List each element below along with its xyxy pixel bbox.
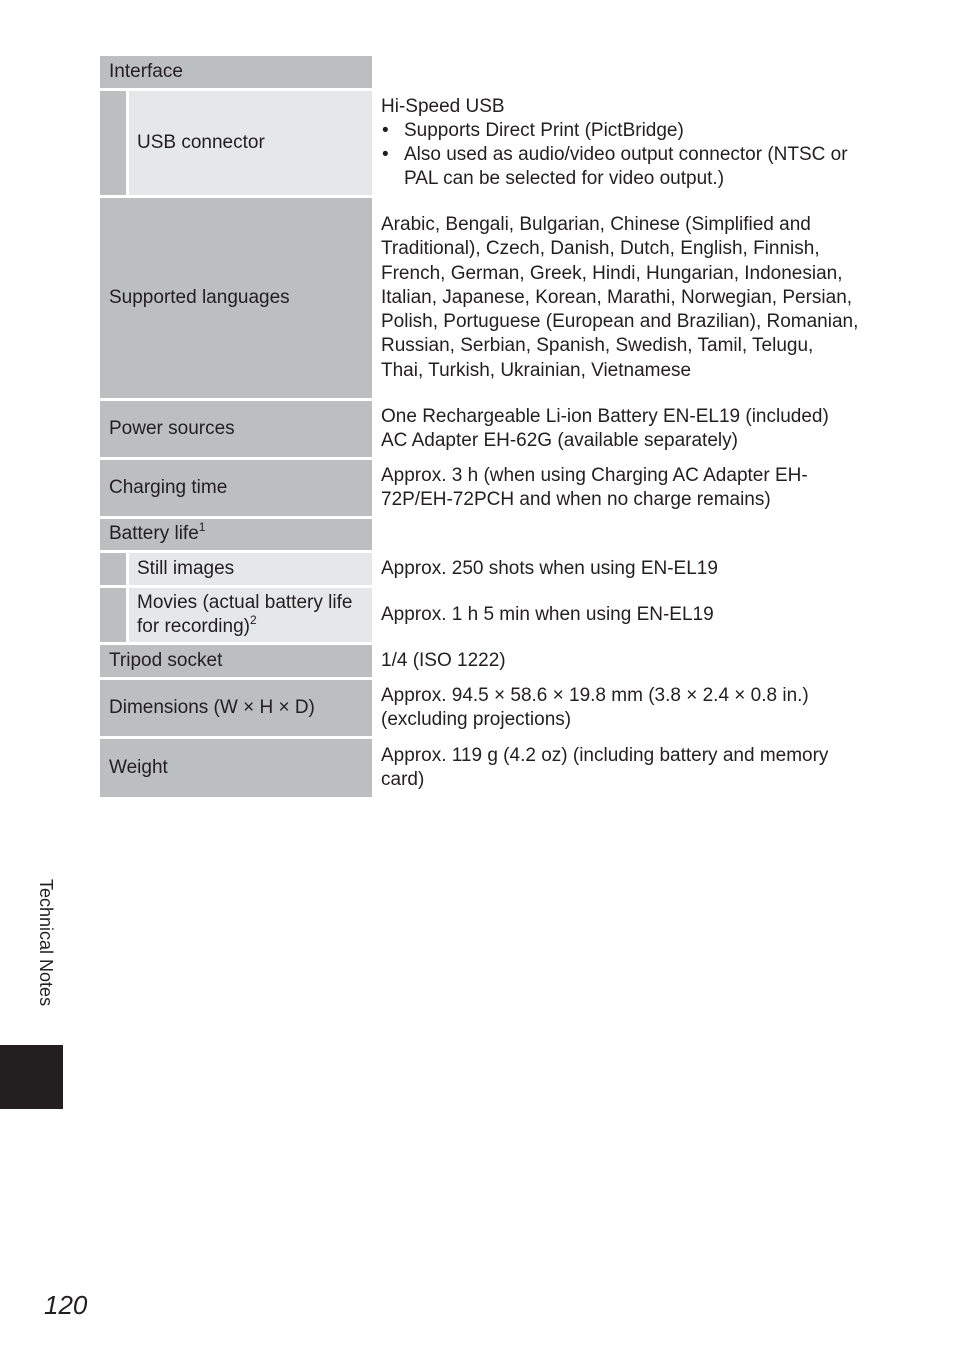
- footnote-marker: 1: [198, 520, 206, 535]
- section-tab-marker: [0, 1045, 63, 1109]
- spec-label: Charging time: [100, 460, 372, 516]
- list-item: • Supports Direct Print (PictBridge): [381, 119, 860, 143]
- spec-label: Weight: [100, 739, 372, 797]
- spec-sublabel: [129, 588, 372, 642]
- footnote-marker: 2: [250, 613, 257, 627]
- spec-sublabel: USB connector: [129, 91, 372, 195]
- battery-life-text: Battery life: [109, 523, 199, 545]
- section-side-label: Technical Notes: [36, 879, 56, 1007]
- spec-row-power-sources: [100, 401, 860, 457]
- specifications-table: [100, 53, 860, 800]
- spec-row-usb-connector: [100, 91, 860, 195]
- spec-value: Approx. 119 g (4.2 oz) (including battery and memory card): [381, 744, 829, 790]
- group-stub: [100, 91, 129, 195]
- usb-bullet-list: [381, 119, 860, 192]
- spec-value: [372, 91, 860, 195]
- spec-row-movies: [100, 588, 860, 642]
- usb-value-line: Hi-Speed USB: [381, 95, 505, 117]
- spec-row-weight: [100, 739, 860, 797]
- spec-label: Power sources: [100, 401, 372, 457]
- spec-sublabel: Still images: [129, 553, 372, 585]
- spec-row-charging-time: [100, 460, 860, 516]
- spec-row-supported-languages: [100, 198, 860, 398]
- spec-label: Dimensions (W × H × D): [100, 680, 372, 736]
- spec-value: [372, 401, 860, 457]
- spec-label: Interface: [100, 56, 372, 88]
- spec-value: Arabic, Bengali, Bulgarian, Chinese (Simplified and Traditional), Czech, Danish, Dutch, English, Finnish, French, German, Greek, Hindi, Hungarian, Indonesian, Italian, Japanese, Korean, Marathi, Norwegian, Persian, Polish, Portuguese (European and Brazilian), Romanian, Russian, Serbian, Spanish, Swedish, Tamil, Telugu, Thai, Turkish, Ukrainian, Vietnamese: [381, 214, 859, 381]
- spec-value: Approx. 1 h 5 min when using EN-EL19: [381, 603, 714, 625]
- spec-value: Approx. 94.5 × 58.6 × 19.8 mm (3.8 × 2.4 × 0.8 in.) (excluding projections): [381, 684, 809, 730]
- spec-value: 1/4 (ISO 1222): [381, 649, 506, 671]
- page-number: 120: [44, 1290, 88, 1320]
- spec-value: Approx. 3 h (when using Charging AC Adapter EH-72P/EH-72PCH and when no charge remains): [381, 464, 808, 510]
- group-stub: [100, 553, 129, 585]
- spec-value: Approx. 250 shots when using EN-EL19: [381, 557, 718, 579]
- spec-label: [100, 519, 372, 550]
- value-line: AC Adapter EH-62G (available separately): [381, 430, 738, 451]
- spec-row-interface: [100, 56, 860, 88]
- spec-row-tripod-socket: [100, 645, 860, 677]
- list-item: • Also used as audio/video output connector (NTSC or PAL can be selected for video output.): [381, 143, 860, 191]
- spec-row-still-images: [100, 553, 860, 585]
- value-line: One Rechargeable Li-ion Battery EN-EL19 (included): [381, 405, 829, 427]
- group-stub: [100, 588, 129, 642]
- spec-row-dimensions: [100, 680, 860, 736]
- spec-label: Supported languages: [100, 198, 372, 398]
- movies-label-text: Movies (actual battery life for recording): [137, 591, 353, 637]
- spec-row-battery-life: [100, 519, 860, 550]
- spec-label: Tripod socket: [100, 645, 372, 677]
